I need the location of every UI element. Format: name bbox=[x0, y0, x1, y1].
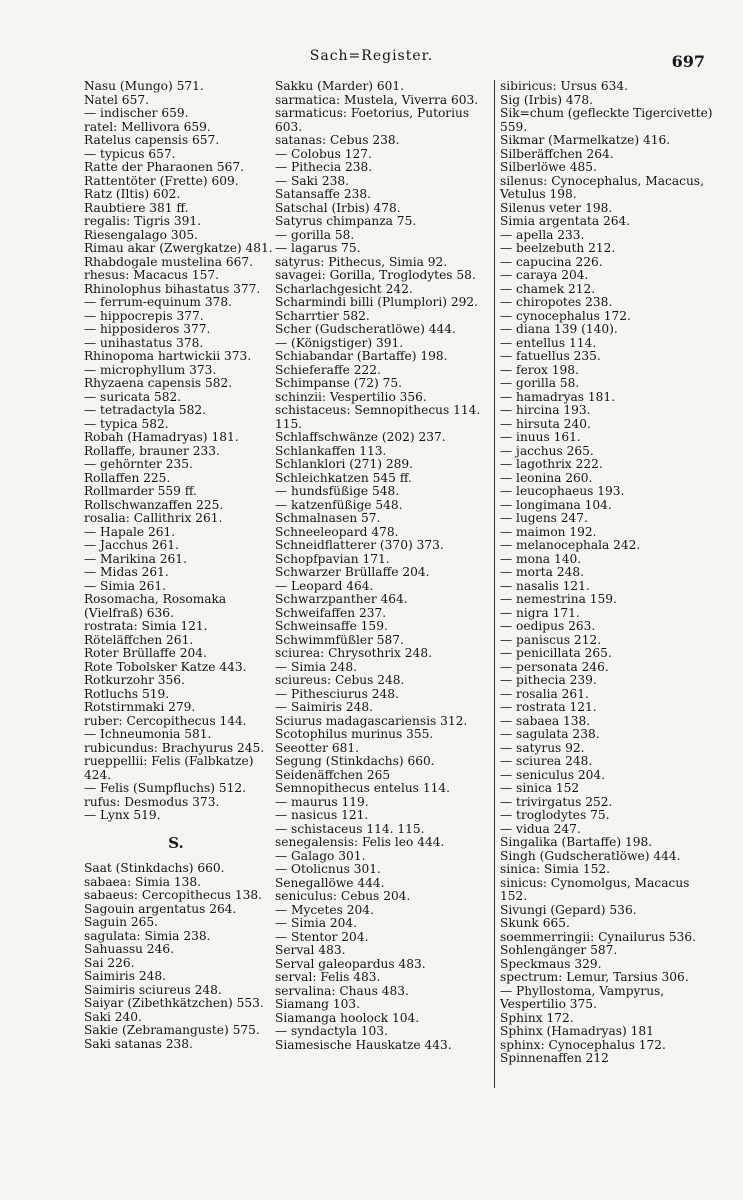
index-entry: — hamadryas 181. bbox=[500, 389, 616, 404]
index-entry: Siamesische Hauskatze 443. bbox=[275, 1037, 452, 1052]
index-entry: Roter Brüllaffe 204. bbox=[84, 646, 207, 660]
index-entry: Serval galeopardus 483. bbox=[275, 956, 426, 971]
index-entry: Saki satanas 238. bbox=[84, 1036, 193, 1051]
index-entry: — nemestrina 159. bbox=[500, 592, 617, 606]
index-entry: — unihastatus 378. bbox=[84, 335, 204, 350]
index-entry: — Ichneumonia 581. bbox=[84, 727, 212, 741]
index-entry: — melanocephala 242. bbox=[500, 538, 641, 552]
index-entry: rufus: Desmodus 373. bbox=[84, 794, 220, 809]
index-entry: — jacchus 265. bbox=[500, 443, 594, 458]
index-entry: sciureus: Cebus 248. bbox=[275, 673, 405, 687]
index-entry: Ratz (Iltis) 602. bbox=[84, 187, 181, 201]
index-entry: Semnopithecus entelus 114. bbox=[275, 781, 450, 795]
index-entry: Rollschwanzaffen 225. bbox=[84, 497, 224, 512]
index-entry: — hircina 193. bbox=[500, 403, 591, 417]
index-entry: — cynocephalus 172. bbox=[500, 308, 631, 323]
index-entry: — nasalis 121. bbox=[500, 578, 590, 593]
index-entry: rhesus: Macacus 157. bbox=[84, 268, 220, 282]
index-entry: sabaeus: Cercopithecus 138. bbox=[84, 888, 263, 902]
index-entries bbox=[275, 80, 485, 1052]
index-entry: — trivirgatus 252. bbox=[500, 794, 613, 809]
index-entry: sinicus: Cynomolgus, Macacus 152. bbox=[500, 875, 690, 903]
index-entry: servalina: Chaus 483. bbox=[275, 983, 409, 998]
index-entry: Schiabandar (Bartaffe) 198. bbox=[275, 349, 448, 363]
index-entry: Rote Tobolsker Katze 443. bbox=[84, 659, 247, 674]
index-entry: seniculus: Cebus 204. bbox=[275, 889, 411, 903]
index-entry: — gorilla 58. bbox=[275, 227, 355, 242]
index-entry: Schlankaffen 113. bbox=[275, 443, 387, 458]
index-entry: rueppellii: Felis (Falbkatze) 424. bbox=[84, 754, 254, 782]
index-entry: rosalia: Callithrix 261. bbox=[84, 511, 223, 525]
index-entry: senegalensis: Felis leo 444. bbox=[275, 835, 445, 849]
index-entry: — personata 246. bbox=[500, 659, 609, 674]
index-entry: Schmalnasen 57. bbox=[275, 511, 381, 525]
index-entry: — Galago 301. bbox=[275, 848, 366, 863]
index-entry: Saimiris sciureus 248. bbox=[84, 982, 222, 997]
index-entry: — lagarus 75. bbox=[275, 241, 361, 255]
index-entry: regalis: Tigris 391. bbox=[84, 214, 201, 228]
index-entry: — beelzebuth 212. bbox=[500, 241, 616, 255]
index-entry: sarmaticus: Foetorius, Putorius 603. bbox=[275, 106, 470, 134]
index-entry: Schieferaffe 222. bbox=[275, 362, 381, 377]
index-entry: Rollaffe, brauner 233. bbox=[84, 443, 220, 458]
index-entry: Natel 657. bbox=[84, 92, 149, 107]
index-entry: — hirsuta 240. bbox=[500, 416, 591, 431]
index-entry: — fatuellus 235. bbox=[500, 349, 601, 363]
index-entry: — apella 233. bbox=[500, 227, 585, 242]
index-entry: Scharlachgesicht 242. bbox=[275, 281, 413, 296]
index-entry: — lagothrix 222. bbox=[500, 457, 603, 471]
index-entry: Rotkurzohr 356. bbox=[84, 673, 185, 687]
index-entry: — microphyllum 373. bbox=[84, 362, 217, 377]
index-entry: — diana 139 (140). bbox=[500, 322, 618, 336]
index-entry: — Saki 238. bbox=[275, 173, 349, 188]
index-entries bbox=[500, 80, 714, 1066]
index-entry: Sai 226. bbox=[84, 955, 135, 970]
index-entry: — rostrata 121. bbox=[500, 700, 597, 714]
index-entry: Silenus veter 198. bbox=[500, 200, 613, 215]
index-entry: — Midas 261. bbox=[84, 565, 169, 579]
index-entry: Rollaffen 225. bbox=[84, 470, 171, 485]
index-entry: Spinnenaffen 212 bbox=[500, 1051, 609, 1065]
index-entry: sphinx: Cynocephalus 172. bbox=[500, 1037, 666, 1052]
index-entry: — gehörnter 235. bbox=[84, 457, 193, 471]
index-entry: Ratelus capensis 657. bbox=[84, 133, 220, 147]
index-entry: — ferox 198. bbox=[500, 362, 579, 377]
index-entry: Sahuassu 246. bbox=[84, 942, 174, 956]
index-entry: — gorilla 58. bbox=[500, 376, 580, 390]
index-entry: Serval 483. bbox=[275, 943, 346, 957]
index-entry: — Pithesciurus 248. bbox=[275, 686, 399, 701]
index-entry: Sagouin argentatus 264. bbox=[84, 901, 237, 916]
index-entry: Sciurus madagascariensis 312. bbox=[275, 713, 468, 728]
index-entry: Nasu (Mungo) 571. bbox=[84, 79, 204, 93]
index-entry: Silberlöwe 485. bbox=[500, 160, 597, 174]
index-entry: Scotophilus murinus 355. bbox=[275, 727, 434, 741]
index-entry: Sig (Irbis) 478. bbox=[500, 92, 594, 107]
index-entry: — maimon 192. bbox=[500, 524, 597, 539]
index-entry: — chiropotes 238. bbox=[500, 295, 613, 309]
index-entry: Schlaffschwänze (202) 237. bbox=[275, 430, 446, 444]
index-entry: — schistaceus 114. 115. bbox=[275, 821, 425, 836]
index-entry: ratel: Mellivora 659. bbox=[84, 119, 211, 134]
index-entry: — Saimiris 248. bbox=[275, 700, 374, 714]
index-entry: — inuus 161. bbox=[500, 430, 581, 444]
index-entry: — sinica 152 bbox=[500, 781, 580, 795]
index-entry: Rhinolophus bihastatus 377. bbox=[84, 281, 261, 296]
index-entries-r bbox=[84, 79, 273, 823]
index-entry: Segung (Stinkdachs) 660. bbox=[275, 754, 435, 768]
index-entry: — caraya 204. bbox=[500, 268, 589, 282]
index-entry: sabaea: Simia 138. bbox=[84, 874, 202, 889]
index-entry: — morta 248. bbox=[500, 565, 584, 579]
index-entry: rostrata: Simia 121. bbox=[84, 619, 208, 633]
index-entry: — Mycetes 204. bbox=[275, 902, 374, 917]
index-entry: Sakku (Marder) 601. bbox=[275, 79, 405, 93]
index-entry: — sciurea 248. bbox=[500, 754, 593, 768]
index-entry: savagei: Gorilla, Troglodytes 58. bbox=[275, 268, 476, 282]
index-entry: Scharrtier 582. bbox=[275, 308, 370, 323]
index-entry: — sagulata 238. bbox=[500, 727, 600, 741]
index-entry: Rotluchs 519. bbox=[84, 686, 170, 701]
index-entry: Sakie (Zebramanguste) 575. bbox=[84, 1023, 260, 1037]
index-entry: — (Königstiger) 391. bbox=[275, 335, 404, 350]
index-entries-s bbox=[84, 862, 268, 1051]
index-entry: — maurus 119. bbox=[275, 794, 369, 809]
index-entry: Sikmar (Marmelkatze) 416. bbox=[500, 133, 671, 147]
section-letter-heading: S. bbox=[168, 833, 184, 852]
index-entry: Rosomacha, Rosomaka (Vielfraß) 636. bbox=[84, 592, 227, 620]
index-entry: — paniscus 212. bbox=[500, 632, 602, 647]
index-entry: — rosalia 261. bbox=[500, 686, 589, 701]
index-entry: Simia argentata 264. bbox=[500, 214, 631, 228]
page-number: 697 bbox=[671, 52, 705, 71]
index-entry: spectrum: Lemur, Tarsius 306. bbox=[500, 970, 689, 984]
index-entry: sinica: Simia 152. bbox=[500, 862, 610, 876]
index-entry: Schleichkatzen 545 ff. bbox=[275, 470, 412, 485]
index-entry: — Colobus 127. bbox=[275, 146, 372, 161]
index-entry: Rhyzaena capensis 582. bbox=[84, 376, 233, 390]
index-entry: Raubtiere 381 ff. bbox=[84, 200, 189, 215]
index-entry: Schopfpavian 171. bbox=[275, 551, 390, 566]
index-entry: — syndactyla 103. bbox=[275, 1024, 388, 1038]
index-entry: — oedipus 263. bbox=[500, 619, 596, 633]
index-entry: — lugens 247. bbox=[500, 511, 588, 525]
index-entry: — ferrum-equinum 378. bbox=[84, 295, 232, 309]
index-entry: Sik=chum (gefleckte Tigercivette) 559. bbox=[500, 106, 713, 134]
page-header-title: Sach=Register. bbox=[309, 48, 434, 64]
index-entry: Singh (Gudscheratlöwe) 444. bbox=[500, 848, 681, 863]
index-entry: — entellus 114. bbox=[500, 335, 597, 350]
index-entry: Satyrus chimpanza 75. bbox=[275, 214, 417, 228]
index-entry: Satschal (Irbis) 478. bbox=[275, 200, 401, 215]
index-entry: satanas: Cebus 238. bbox=[275, 133, 400, 147]
index-entry: Rimau akar (Zwergkatze) 481. bbox=[84, 241, 273, 255]
index-entry: — suricata 582. bbox=[84, 389, 182, 404]
index-entry: — Felis (Sumpfluchs) 512. bbox=[84, 781, 246, 795]
index-entry: Schweifaffen 237. bbox=[275, 605, 387, 620]
index-entry: schistaceus: Semnopithecus 114. 115. bbox=[275, 403, 481, 431]
index-entry: sarmatica: Mustela, Viverra 603. bbox=[275, 92, 479, 107]
index-entry: Riesengalago 305. bbox=[84, 227, 198, 242]
index-entry: Schwarzer Brüllaffe 204. bbox=[275, 565, 430, 579]
index-entry: — satyrus 92. bbox=[500, 740, 585, 755]
index-entry: Saki 240. bbox=[84, 1009, 142, 1024]
index-entry: — hippocrepis 377. bbox=[84, 308, 204, 323]
index-entry: — vidua 247. bbox=[500, 821, 581, 836]
index-entry: silenus: Cynocephalus, Macacus, Vetulus 198. bbox=[500, 173, 704, 201]
index-entry: schinzii: Vespertilio 356. bbox=[275, 389, 427, 404]
index-entry: — typicus 657. bbox=[84, 146, 176, 161]
index-entry: Ratte der Pharaonen 567. bbox=[84, 160, 244, 174]
index-entry: — nigra 171. bbox=[500, 605, 580, 620]
index-entry: Schimpanse (72) 75. bbox=[275, 376, 403, 390]
index-entry: Robah (Hamadryas) 181. bbox=[84, 430, 239, 444]
index-entry: serval: Felis 483. bbox=[275, 970, 381, 984]
index-entry: Scharmindi billi (Plumplori) 292. bbox=[275, 295, 479, 309]
index-entry: Schwarzpanther 464. bbox=[275, 592, 408, 606]
index-entry: — Hapale 261. bbox=[84, 524, 176, 539]
index-entry: Schneeleopard 478. bbox=[275, 524, 399, 539]
index-entry: — hipposideros 377. bbox=[84, 322, 211, 336]
index-entry: — Simia 248. bbox=[275, 659, 358, 674]
index-entry: Röteläffchen 261. bbox=[84, 632, 194, 647]
index-entry: Sphinx (Hamadryas) 181 bbox=[500, 1024, 654, 1038]
index-entry: Rhinopoma hartwickii 373. bbox=[84, 349, 252, 363]
index-entry: Siamanga hoolock 104. bbox=[275, 1010, 420, 1025]
index-entry: Scher (Gudscheratlöwe) 444. bbox=[275, 322, 456, 336]
index-entry: — pithecia 239. bbox=[500, 673, 597, 687]
index-entry: Schneidflatterer (370) 373. bbox=[275, 538, 444, 552]
index-entry: satyrus: Pithecus, Simia 92. bbox=[275, 254, 448, 269]
index-entry: — katzenfüßige 548. bbox=[275, 497, 403, 512]
index-entry: — nasicus 121. bbox=[275, 808, 369, 822]
index-entry: ruber: Cercopithecus 144. bbox=[84, 713, 247, 728]
index-entry: Satansaffe 238. bbox=[275, 187, 372, 201]
index-entry: Rattentöter (Frette) 609. bbox=[84, 173, 239, 188]
index-column-3 bbox=[494, 80, 714, 1088]
index-entry: — capucina 226. bbox=[500, 254, 603, 269]
index-entry: — mona 140. bbox=[500, 551, 582, 566]
index-entry: sibiricus: Ursus 634. bbox=[500, 79, 628, 93]
index-entry: — Jacchus 261. bbox=[84, 538, 179, 552]
index-entry: — leucophaeus 193. bbox=[500, 484, 625, 498]
index-entry: Rhabdogale mustelina 667. bbox=[84, 254, 253, 269]
index-entry: Sivungi (Gepard) 536. bbox=[500, 902, 637, 917]
index-entry: Silberäffchen 264. bbox=[500, 146, 614, 161]
index-entry: Seeotter 681. bbox=[275, 740, 359, 755]
index-entry: Senegallöwe 444. bbox=[275, 875, 385, 890]
index-entry: — indischer 659. bbox=[84, 106, 189, 120]
index-entry: — Pithecia 238. bbox=[275, 160, 373, 174]
index-entry: — tetradactyla 582. bbox=[84, 403, 207, 417]
index-entry: Skunk 665. bbox=[500, 916, 570, 930]
index-entry: Schweinsaffe 159. bbox=[275, 619, 388, 633]
index-entry: Saiyar (Zibethkätzchen) 553. bbox=[84, 996, 264, 1010]
index-entry: Rollmarder 559 ff. bbox=[84, 484, 197, 498]
index-entry: — troglodytes 75. bbox=[500, 808, 610, 822]
index-entry: — Stentor 204. bbox=[275, 929, 369, 944]
index-entry: Singalika (Bartaffe) 198. bbox=[500, 835, 653, 849]
index-entry: Saimiris 248. bbox=[84, 969, 166, 983]
index-entry: — leonina 260. bbox=[500, 470, 593, 485]
index-entry: — Phyllostoma, Vampyrus, Vespertilio 375. bbox=[500, 983, 665, 1011]
index-entry: — Leopard 464. bbox=[275, 578, 374, 593]
index-entry: Sohlengänger 587. bbox=[500, 943, 618, 957]
index-entry: — chamek 212. bbox=[500, 281, 596, 296]
index-entry: — Otolicnus 301. bbox=[275, 862, 381, 876]
index-entry: — hundsfüßige 548. bbox=[275, 484, 400, 498]
index-entry: Saguin 265. bbox=[84, 915, 159, 929]
index-entry: — Lynx 519. bbox=[84, 808, 161, 822]
index-entry: rubicundus: Brachyurus 245. bbox=[84, 740, 265, 755]
index-entry: — Simia 261. bbox=[84, 578, 167, 593]
index-entry: — Simia 204. bbox=[275, 916, 358, 930]
index-entry: — seniculus 204. bbox=[500, 767, 605, 782]
index-entry: — longimana 104. bbox=[500, 497, 612, 512]
index-entry: — penicillata 265. bbox=[500, 646, 612, 660]
index-entry: soemmerringii: Cynailurus 536. bbox=[500, 929, 697, 944]
index-entry: — typica 582. bbox=[84, 416, 169, 431]
index-entry: — Marikina 261. bbox=[84, 551, 187, 566]
index-entry: Sphinx 172. bbox=[500, 1010, 574, 1025]
index-column-1 bbox=[84, 79, 273, 1051]
index-entry: Seidenäffchen 265 bbox=[275, 767, 391, 782]
index-entry: Speckmaus 329. bbox=[500, 956, 602, 971]
index-entry: Siamang 103. bbox=[275, 997, 360, 1011]
index-entry: Rotstirnmaki 279. bbox=[84, 700, 196, 714]
index-entry: — sabaea 138. bbox=[500, 713, 591, 728]
index-entry: Schlanklori (271) 289. bbox=[275, 457, 414, 471]
index-entry: sagulata: Simia 238. bbox=[84, 928, 211, 943]
index-entry: sciurea: Chrysothrix 248. bbox=[275, 646, 432, 660]
index-column-2 bbox=[275, 80, 485, 1052]
index-entry: Saat (Stinkdachs) 660. bbox=[84, 861, 225, 875]
index-entry: Schwimmfüßler 587. bbox=[275, 632, 404, 647]
